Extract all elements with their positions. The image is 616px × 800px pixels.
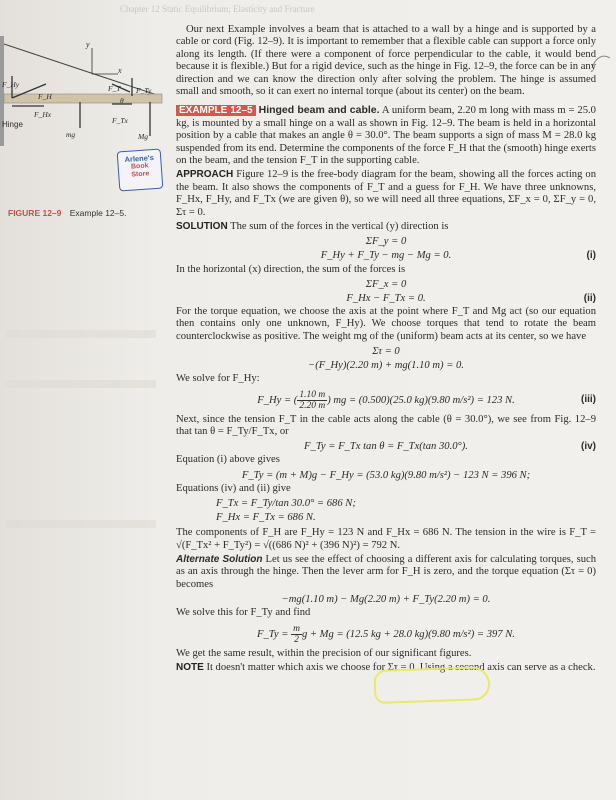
- figure-caption-text: Example 12–5.: [69, 208, 127, 218]
- alternate-solution: [176, 554, 596, 591]
- label-fh: F_H: [38, 92, 52, 101]
- sticker-line-2: Book: [130, 162, 149, 171]
- main-text-column: [176, 24, 596, 676]
- same-result: We get the same result, within the precision of our significant figures.: [176, 647, 472, 659]
- torque-intro: For the torque equation, we choose the axis at the point where F_T and Mg act (so our equation then contains only one unknown, F_Hy). We choose torques that tend to rotate the beam counterclockwise as positive. The weight mg of the (uniform) beam acts at its center, so we have: [176, 305, 596, 342]
- figure-caption: [8, 208, 168, 218]
- equation-sum-tau: Στ = 0: [372, 345, 400, 357]
- axis-x-label: x: [118, 66, 122, 75]
- example-paragraph: [176, 104, 596, 167]
- margin-bleed: [6, 520, 156, 528]
- note-label: NOTE: [176, 662, 204, 673]
- label-fty: F_Ty: [136, 86, 152, 95]
- sticker-line-3: Store: [131, 170, 150, 179]
- equation-i: F_Hy + F_Ty − mg − Mg = 0. (i): [320, 250, 596, 262]
- running-header: Chapter 12 Static Equilibrium; Elasticity and Fracture: [120, 4, 315, 14]
- equation-iv-tag: (iv): [581, 441, 596, 453]
- equation-ii: F_Hx − F_Tx = 0. (ii): [346, 292, 596, 304]
- solution-body: The sum of the forces in the vertical (y) direction is: [230, 221, 449, 233]
- label-Mg: Mg: [138, 132, 148, 141]
- label-fhx: F_Hx: [34, 110, 52, 119]
- label-mg: mg: [66, 130, 76, 139]
- equation-ftx: F_Tx = F_Ty/tan 30.0° = 686 N;: [216, 497, 356, 509]
- approach-paragraph: [176, 169, 596, 219]
- note-body: It doesn't matter which axis we choose for Στ = 0. Using a second axis can serve as a check.: [206, 662, 596, 673]
- equation-iii-tag: (iii): [581, 394, 596, 406]
- bookstore-sticker: [117, 149, 164, 192]
- margin-bleed: [6, 330, 156, 338]
- axis-y-label: y: [86, 40, 90, 49]
- margin-bleed: [6, 380, 156, 388]
- example-body: A uniform beam, 2.20 m long with mass m = 25.0 kg, is mounted by a small hinge on a wall as shown in Fig. 12–9. The beam is held in a horizontal position by a cable that makes an angle θ = 30.0°. The beam supports a sign of mass M = 28.0 kg suspended from its end. Determine the components of the force F_H that the (smooth) hinge exerts on the beam, and the tension F_T in the supporting cable.: [176, 105, 596, 167]
- horizontal-intro: In the horizontal (x) direction, the sum of the forces is: [176, 263, 406, 275]
- intro-paragraph: Our next Example involves a beam that is attached to a wall by a hinge and is supported by a cable or cord (Fig. 12–9). It is important to remember that a flexible cable can support a force only along its length. (If there were a component of force perpendicular to the cable, it would bend because it is flexible.) But for a rigid device, such as the hinge in Fig. 12–9, the force can be in any direction and we can know the direction only after solving the problem. The hinge is assumed small and smooth, so it can exert no internal torque (about its center) on the beam.: [176, 24, 596, 98]
- label-theta: θ: [120, 96, 124, 105]
- example-tag: EXAMPLE 12–5: [176, 105, 256, 116]
- label-fhy: F_Hy: [2, 80, 20, 89]
- figure-caption-label: FIGURE 12–9: [8, 208, 62, 218]
- solve-fhy: We solve for F_Hy:: [176, 373, 260, 385]
- equation-i-tag: (i): [586, 250, 596, 262]
- solution-paragraph: [176, 221, 596, 233]
- equation-torque: −(F_Hy)(2.20 m) + mg(1.10 m) = 0.: [308, 359, 464, 371]
- fraction-half: $\frac{m}{2}$: [293, 624, 300, 646]
- equation-fhx: F_Hx = F_Tx = 686 N.: [216, 511, 316, 523]
- equation-iv: F_Ty = F_Tx tan θ = F_Tx(tan 30.0°). (iv): [304, 441, 596, 453]
- solution-label: SOLUTION: [176, 221, 228, 233]
- approach-label: APPROACH: [176, 169, 234, 181]
- sticker-line-1: Arlene's: [124, 153, 155, 165]
- equation-ii-tag: (ii): [583, 292, 596, 304]
- equation-sum-fx: ΣF_x = 0: [365, 278, 407, 290]
- equation-fty: F_Ty = (m + M)g − F_Hy = (53.0 kg)(9.80 m/s²) − 123 N = 396 N;: [241, 469, 531, 481]
- tension-intro: Next, since the tension F_T in the cable acts along the cable (θ = 30.0°), we see from Fig. 12–9 that tan θ = F_Ty/F_Tx, or: [176, 413, 596, 437]
- free-body-diagram: [0, 36, 172, 166]
- equation-alt-torque: −mg(1.10 m) − Mg(2.20 m) + F_Ty(2.20 m) = 0.: [281, 593, 491, 605]
- label-hinge: Hinge: [2, 120, 23, 129]
- fraction-lever: $\frac{1.10 m}{2.20 m}$: [299, 390, 326, 412]
- eq-i-gives: Equation (i) above gives: [176, 454, 280, 466]
- label-ft: F_T: [108, 84, 121, 93]
- equation-fty-alt: F_Ty = $\frac{m}{2}$ g + Mg = (12.5 kg + 28.0 kg)(9.80 m/s²) = 397 N.: [257, 624, 515, 646]
- solve-fty: We solve this for F_Ty and find: [176, 607, 311, 619]
- eq-iv-ii-give: Equations (iv) and (ii) give: [176, 482, 291, 494]
- yellow-highlight-circle: [373, 666, 490, 704]
- equation-sum-fy: ΣF_y = 0: [365, 236, 407, 248]
- alternate-label: Alternate Solution: [176, 553, 263, 565]
- example-title: Hinged beam and cable.: [258, 104, 380, 117]
- components-result: The components of F_H are F_Hy = 123 N and F_Hx = 686 N. The tension in the wire is F_T = √(F_Tx² + F_Ty²) = √((686 N)² + (396 N)²) = 792 N.: [176, 527, 596, 551]
- approach-body: Figure 12–9 is the free-body diagram for the beam, showing all the forces acting on the beam. It also shows the components of F_T and a guess for F_H. We have three unknowns, F_Hx, F_Hy, and F_Tx (we are given θ), so we will need all three equations, ΣF_x = 0, ΣF_y = 0, Στ = 0.: [176, 169, 596, 218]
- equation-iii: F_Hy = ( $\frac{1.10 m}{2.20 m}$ ) mg = (0.500)(25.0 kg)(9.80 m/s²) = 123 N. (iii): [257, 390, 596, 412]
- label-ftx: F_Tx: [112, 116, 128, 125]
- alternate-body: Let us see the effect of choosing a different axis for calculating torques, such as an axis through the hinge. Then the lever arm for F_H is zero, and the torque equation (Στ = 0) becomes: [176, 553, 596, 590]
